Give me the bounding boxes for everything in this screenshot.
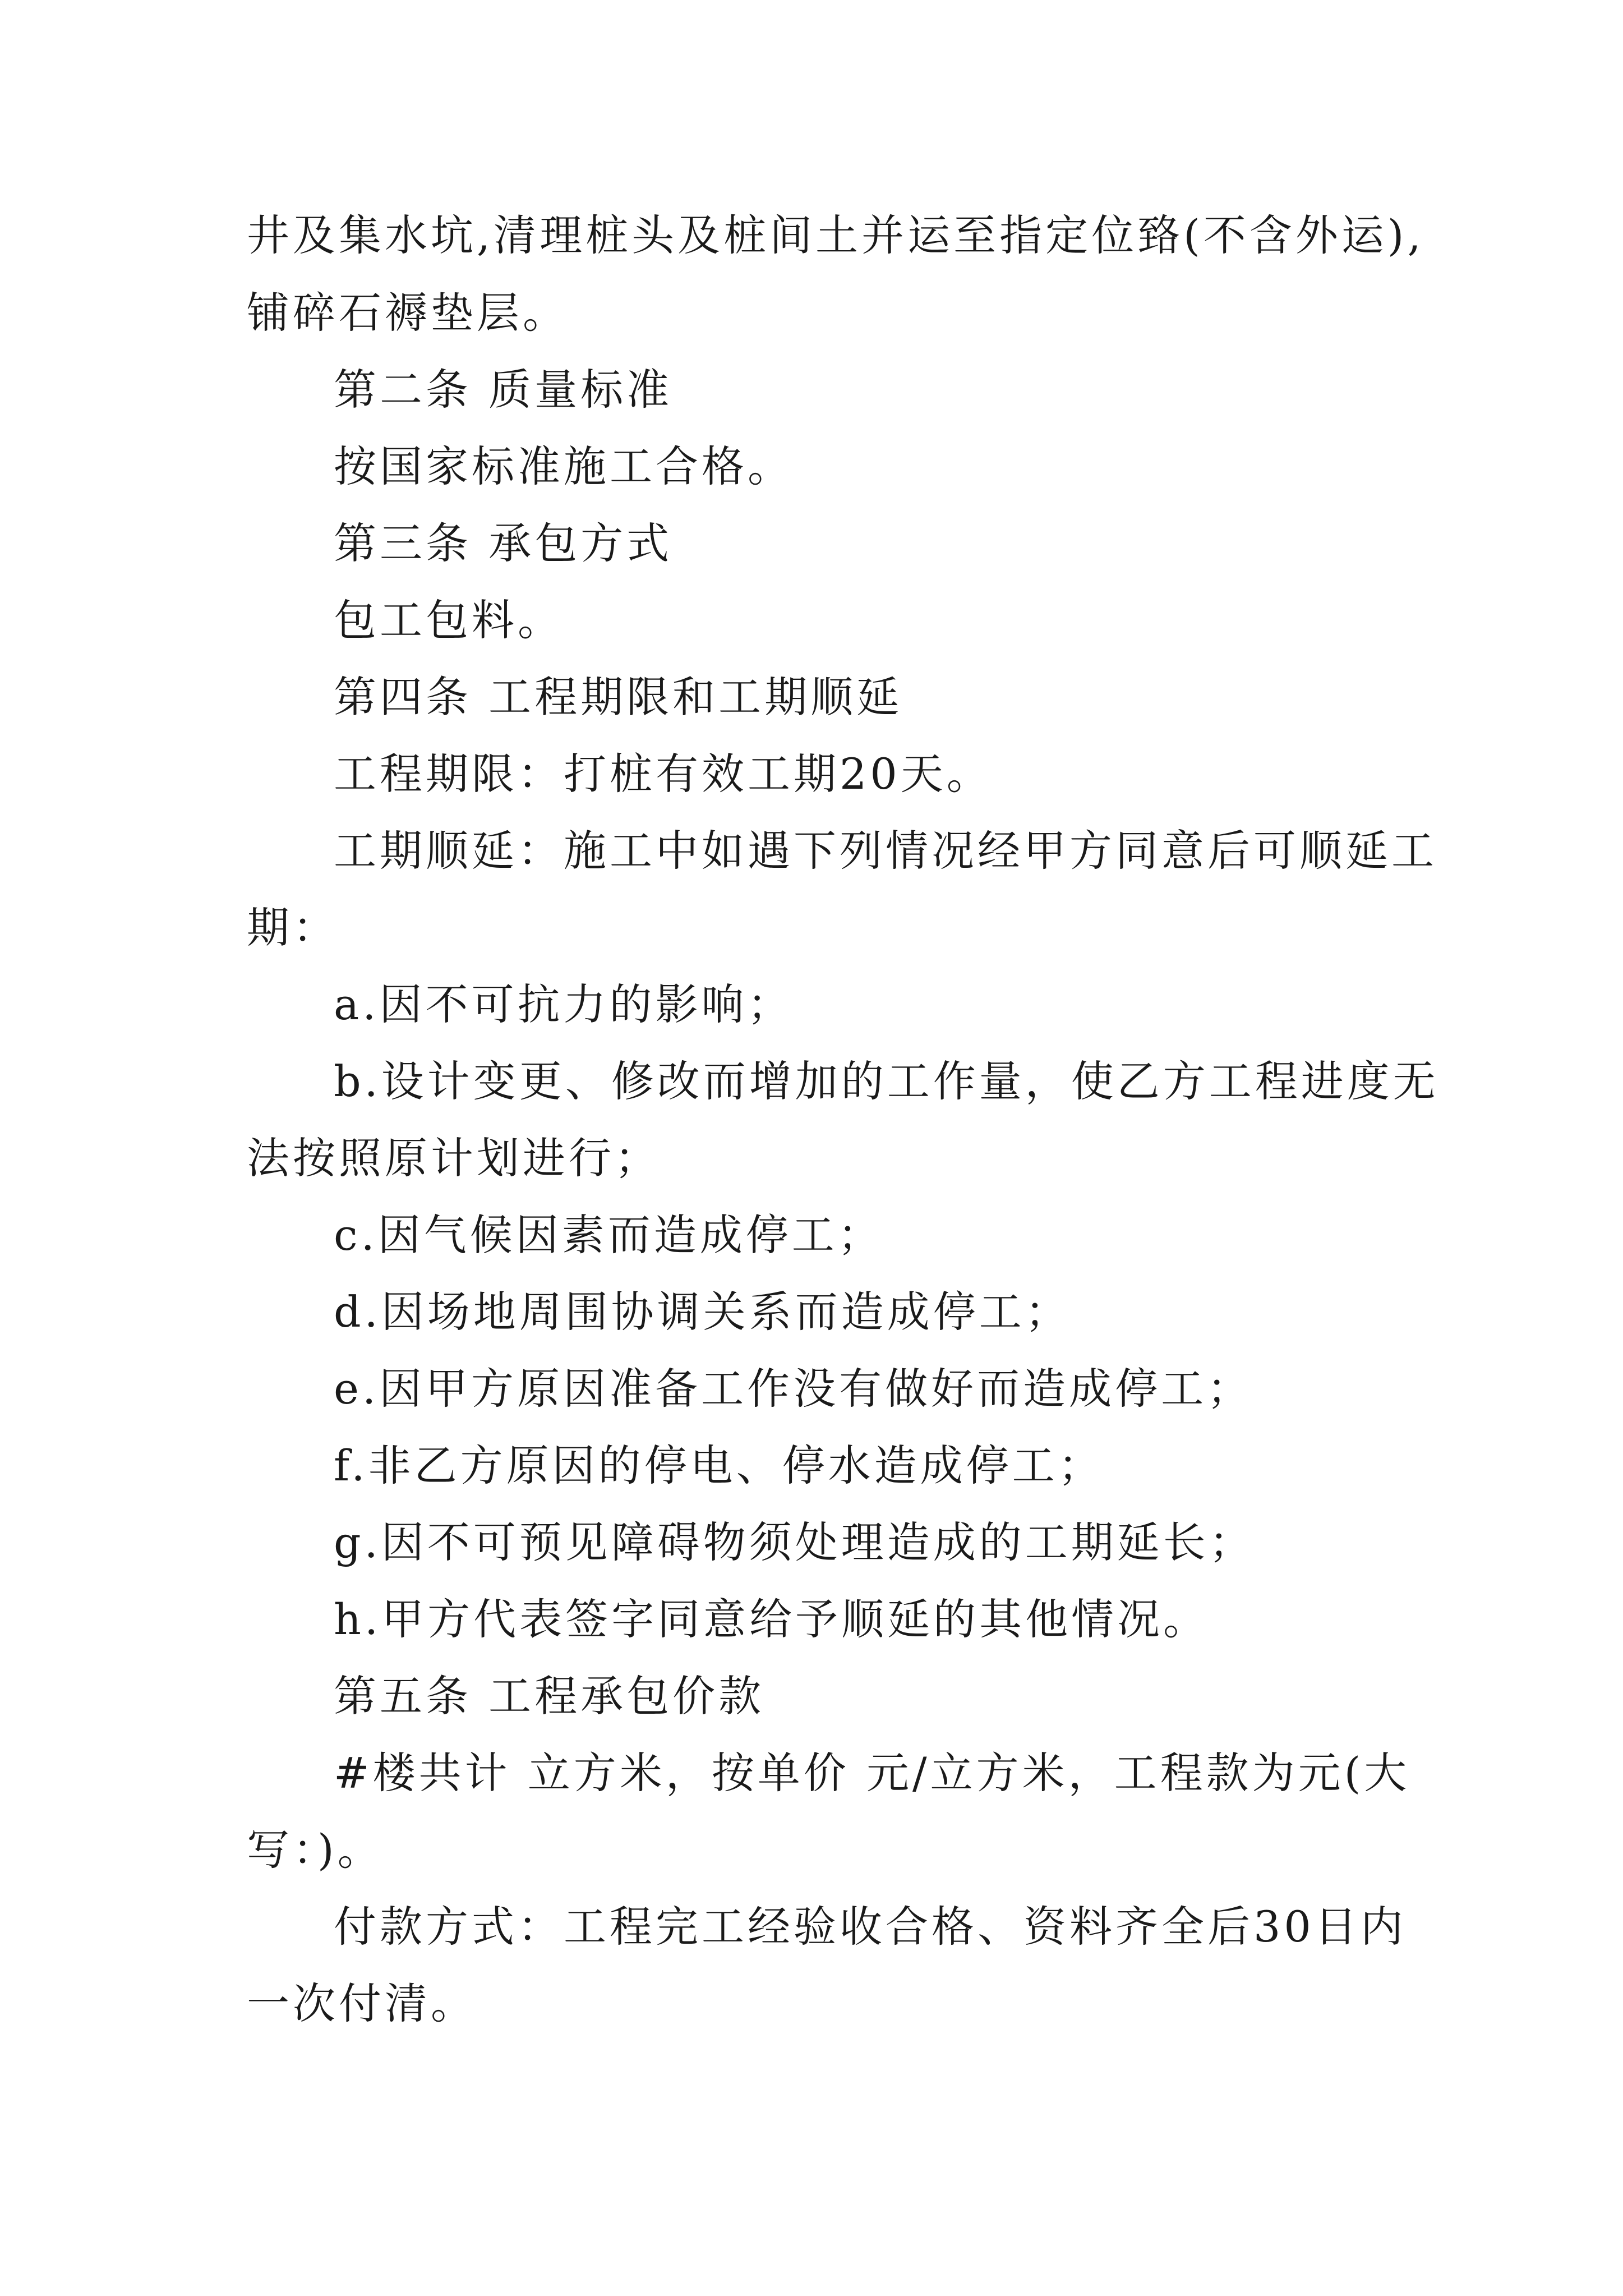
text-line: 按国家标准施工合格。 — [334, 441, 794, 491]
article-heading: 第三条 承包方式 — [334, 518, 673, 568]
list-item: d.因场地周围协调关系而造成停工； — [334, 1287, 1071, 1337]
article-heading: 第四条 工程期限和工期顺延 — [334, 672, 903, 722]
text-line: 工程期限：打桩有效工期20天。 — [334, 749, 993, 799]
list-item: b.设计变更、修改而增加的工作量，使乙方工程进度无 — [334, 1056, 1439, 1106]
article-heading: 第五条 工程承包价款 — [334, 1671, 765, 1721]
text-line: 包工包料。 — [334, 595, 564, 645]
list-item: c.因气候因素而造成停工； — [334, 1210, 884, 1260]
text-line: 井及集水坑,清理桩头及桩间土并运至指定位臵(不含外运), — [247, 210, 1424, 260]
list-item: g.因不可预见障碍物须处理造成的工期延长； — [334, 1517, 1255, 1567]
text-line: #楼共计 立方米，按单价 元/立方米，工程款为元(大 — [334, 1748, 1410, 1798]
article-heading: 第二条 质量标准 — [334, 365, 673, 415]
text-line: 工期顺延：施工中如遇下列情况经甲方同意后可顺延工 — [334, 826, 1437, 876]
list-item: h.甲方代表签字同意给予顺延的其他情况。 — [334, 1594, 1210, 1644]
text-line: 付款方式：工程完工经验收合格、资料齐全后30日内 — [334, 1902, 1407, 1952]
text-line: 写：)。 — [247, 1825, 384, 1875]
text-line: 法按照原计划进行； — [247, 1133, 661, 1183]
list-item: a.因不可抗力的影响； — [334, 979, 794, 1029]
list-item: e.因甲方原因准备工作没有做好而造成停工； — [334, 1364, 1253, 1414]
text-line: 铺碎石褥垫层。 — [247, 288, 569, 338]
list-item: f.非乙方原因的停电、停水造成停工； — [334, 1441, 1104, 1490]
text-line: 期： — [247, 903, 339, 953]
text-line: 一次付清。 — [247, 1978, 477, 2028]
